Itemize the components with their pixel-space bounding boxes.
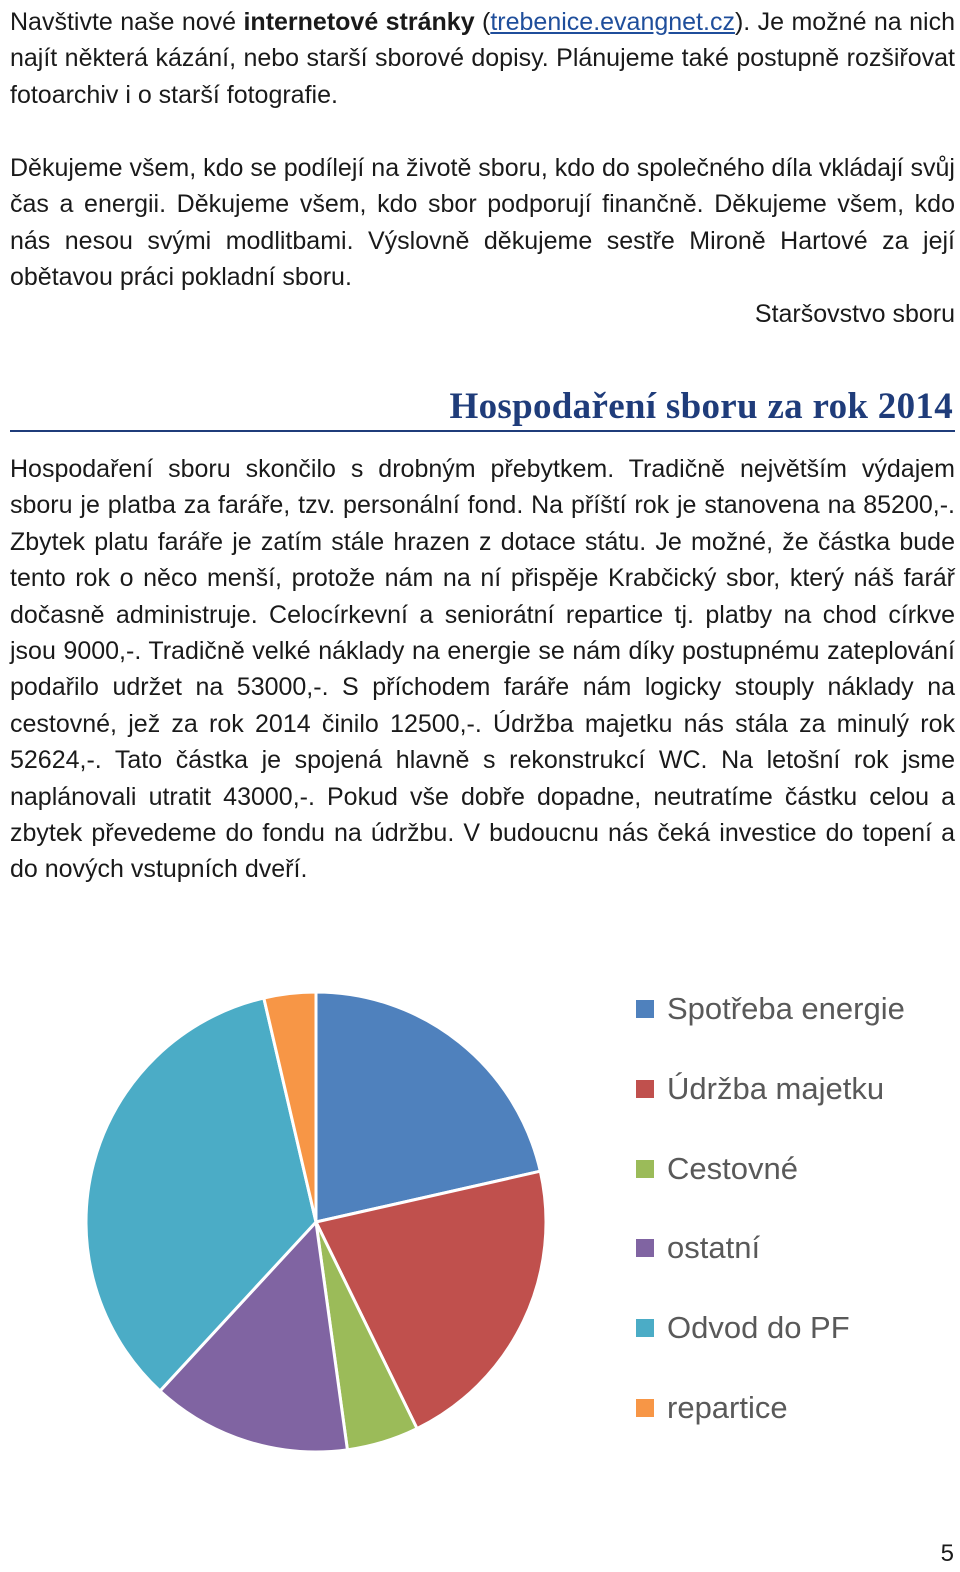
legend-item xyxy=(636,1307,905,1387)
legend-item xyxy=(636,1227,905,1307)
website-link[interactable]: trebenice.evangnet.cz xyxy=(490,8,735,36)
website-paragraph xyxy=(10,4,955,113)
legend-swatch xyxy=(636,1319,654,1337)
legend-item xyxy=(636,988,905,1068)
legend-label: ostatní xyxy=(667,1230,761,1266)
legend-label: repartice xyxy=(667,1389,788,1425)
legend-swatch xyxy=(636,1080,654,1098)
website-text-end: ). Je možné na nich najít některá kázání, nebo starší sborové dopisy. Plánujeme také postupně rozšiřovat fotoarchiv i o starší fotografie. xyxy=(10,8,955,109)
website-emphasis: internetové stránky xyxy=(243,8,475,36)
legend-item xyxy=(636,1148,905,1228)
legend-swatch xyxy=(636,1239,654,1257)
legend-label: Údržba majetku xyxy=(667,1070,885,1106)
legend-item xyxy=(636,1387,905,1467)
thanks-paragraph: Děkujeme všem, kdo se podílejí na životě sboru, kdo do společného díla vkládají svůj čas a energii. Děkujeme všem, kdo sbor podporují finančně. Děkujeme všem, kdo nás nesou svými modlitbami. Výslovně děkujeme sestře Mironě Hartové za její obětavou práci pokladní sboru. xyxy=(10,154,955,292)
legend-item xyxy=(636,1068,905,1148)
page-number: 5 xyxy=(940,1540,954,1567)
website-text-paren: ( xyxy=(474,8,491,36)
legend-label: Odvod do PF xyxy=(667,1310,850,1346)
economy-paragraph: Hospodaření sboru skončilo s drobným přebytkem. Tradičně největším výdajem sboru je platba za faráře, tzv. personální fond. Na příští rok je stanovena na 85200,-. Zbytek platu faráře je zatím stále hrazen z dotace státu. Je možné, že částka bude tento rok o něco menší, protože nám na ní přispěje Krabčický sbor, který náš farář dočasně administruje. Celocírkevní a seniorátní repartice tj. platby na chod církve jsou 9000,-. Tradičně velké náklady na energie se nám díky postupnému zateplování podařilo udržet na 53000,-. S příchodem faráře nám logicky stouply náklady na cestovné, jež za rok 2014 činilo 12500,-. Údržba majetku nás stála za minulý rok 52624,-. Tato částka je spojená hlavně s rekonstrukcí WC. Na letošní rok jsme naplánovali utratit 43000,-. Pokud vše dobře dopadne, neutratíme částku celou a zbytek převedeme do fondu na údržbu. V budoucnu nás čeká investice do topení a do nových vstupních dveří. xyxy=(10,455,955,884)
legend-swatch xyxy=(636,1160,654,1178)
section-title: Hospodaření sboru za rok 2014 xyxy=(449,386,953,427)
section-heading-rule xyxy=(10,384,955,432)
website-text-start: Navštivte naše nové xyxy=(10,8,244,36)
signature: Staršovstvo sboru xyxy=(754,300,955,328)
expense-pie-chart xyxy=(0,970,640,1490)
legend-label: Cestovné xyxy=(667,1150,798,1186)
chart-legend xyxy=(636,988,905,1467)
legend-swatch xyxy=(636,1000,654,1018)
legend-label: Spotřeba energie xyxy=(667,991,905,1026)
legend-swatch xyxy=(636,1399,654,1417)
